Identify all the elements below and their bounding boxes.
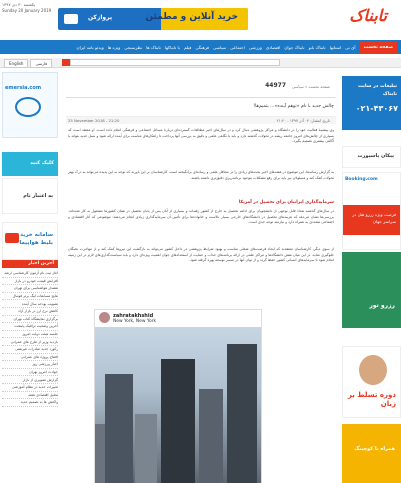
list-item[interactable]: رکورد جدید صادرات غیرنفتی: [2, 346, 58, 354]
list-item[interactable]: کاهش نرخ ارز در بازار آزاد: [2, 308, 58, 316]
site-header: [0, 0, 401, 36]
advertise-line-1: تبلیغات در سایت: [358, 84, 397, 89]
list-item[interactable]: افتتاح پروژه های عمرانی: [2, 354, 58, 362]
ticket-logo-icon: [5, 233, 19, 243]
article-paragraph: وی پیشینهٔ فعالیت خود را در دانشگاه و مراکز پژوهشی دنبال کرد و در سال‌های اخیر مطالعات گسترده‌ای دربارهٔ مسائل اجتماعی و فرهنگی انجام داده است. او معتقد است که بسیاری از چالش‌های امروز جامعه ریشه در تحولات گذشته دارد و باید با نگاهی علمی و دقیق به بررسی آنها پرداخت تا راهکارهای مناسب برای آینده ارائه شود و نسل جدید بتواند با آگاهی بیشتری تصمیم بگیرد.: [68, 128, 334, 144]
tour-ad[interactable]: [342, 252, 401, 328]
breadcrumb[interactable]: صفحه نخست » سیاسی: [291, 84, 330, 89]
news-id: 44977: [265, 82, 286, 89]
advertise-line-2: تابناک: [382, 92, 397, 97]
date-english: Sunday 20 January 2019: [2, 8, 52, 13]
article-subheading: سرمایه‌گذاری ایرانیان برای تحصیل در آمریکا: [238, 200, 334, 205]
ad-domain: emersia.com: [5, 85, 42, 91]
nav-item[interactable]: فرهنگی: [195, 44, 210, 50]
nav-item[interactable]: ویدئو نامه ایران: [76, 44, 104, 50]
building: [105, 374, 133, 483]
banner-main-text: خرید آنلاین و مطمئن: [145, 12, 238, 22]
list-item[interactable]: بازدید وزیر از طرح های عمرانی: [2, 338, 58, 346]
booking-logo: Booking.com: [345, 177, 378, 182]
article-paragraph: به گزارش رسانه‌ها، این موضوع در هفته‌های اخیر بحث‌های زیادی را در محافل علمی و رسانه‌ای برانگیخته است. کارشناسان بر این باورند که توجه به این پدیده می‌تواند به درک بهتر تحولات کمک کند و مسئولان نیز باید برای رفع مشکلات موجود برنامه‌ریزی دقیق‌تری داشته باشند.: [68, 170, 334, 180]
list-item[interactable]: جلسه هیئت دولت امروز: [2, 331, 58, 339]
booking-red-panel: [343, 205, 400, 235]
ad-text: [19, 231, 53, 247]
article-paragraph: در سال‌های گذشته تعداد قابل توجهی از دانشجویان برای ادامه تحصیل به خارج از کشور رفته‌اند و بسیاری از آنان پس از پایان تحصیل در همان کشورها مشغول به کار شده‌اند. بررسی‌ها نشان می‌دهد که هزینه‌های تحصیل در دانشگاه‌های خارجی بسیار بالاست و خانواده‌ها برای تأمین آن سرمایه‌گذاری زیادی انجام می‌دهند؛ موضوعی که آثار اقتصادی و اجتماعی متعددی به همراه دارد و نیازمند توجه جدی است.: [68, 209, 334, 225]
ad-text: پیکان پاسپورت: [357, 153, 394, 159]
list-item[interactable]: اخبار ورزشی روز: [2, 361, 58, 369]
booking-ad[interactable]: [342, 172, 401, 250]
logo-text: تابناک: [349, 6, 387, 25]
top-banner-ad[interactable]: [58, 8, 248, 30]
sub-bar: [0, 58, 401, 68]
list-item[interactable]: تصویب بودجه سال آینده: [2, 300, 58, 308]
right-sidebar: [342, 72, 401, 483]
ad-line-1: سامانه خرید: [20, 232, 53, 238]
article-meta: [66, 116, 336, 124]
ad-text: دوره تسلط بر زبان: [347, 391, 396, 408]
banner-badge-icon: [64, 14, 78, 24]
nav-item[interactable]: آی تی: [345, 44, 356, 50]
building: [199, 389, 223, 483]
flight-ticket-ad[interactable]: [2, 222, 58, 260]
list-item[interactable]: تغییرات جدید در نظام آموزشی: [2, 384, 58, 392]
embed-header: [95, 310, 261, 326]
building: [161, 359, 195, 483]
latest-news-header: [2, 260, 58, 268]
article-paragraph: از سوی دیگر، کارشناسان معتقدند که ایجاد فرصت‌های شغلی مناسب و بهبود شرایط پژوهشی در داخل کشور می‌تواند به بازگشت این نیروها کمک کند و از مهاجرت نخبگان جلوگیری نماید. در این میان نقش دانشگاه‌ها و مراکز علمی در ارائه برنامه‌های جذاب و حمایت از استعدادهای جوان اهمیت ویژه‌ای دارد و باید سیاست‌گذاری‌های لازم در این زمینه انجام شود تا سرمایه‌های انسانی کشور حفظ گردد و از توان آنها در مسیر توسعه بهره گرفته شود.: [68, 247, 334, 263]
nav-item[interactable]: استانها: [329, 44, 342, 50]
nav-item[interactable]: ورزشی: [248, 44, 262, 50]
advertise-box[interactable]: [342, 76, 401, 130]
peykan-ad[interactable]: [342, 146, 401, 168]
city-photo: [95, 327, 261, 483]
coaching-ad[interactable]: [342, 424, 401, 483]
date-block: [2, 2, 62, 14]
article-main: [64, 72, 338, 483]
list-item[interactable]: واکنش ها به تصمیم جدید: [2, 399, 58, 407]
search-input[interactable]: [70, 59, 280, 66]
avatar[interactable]: [99, 312, 110, 323]
embed-location[interactable]: New York, New York: [113, 319, 156, 324]
publish-date-en: 25 November 2018 - 21:20: [68, 118, 120, 123]
nav-item[interactable]: تابناک بانو: [308, 44, 326, 50]
lang-english[interactable]: English: [4, 59, 28, 68]
building: [135, 414, 157, 483]
latest-news-list: [2, 270, 58, 407]
list-item[interactable]: نتایج مسابقات لیگ برتر فوتبال: [2, 293, 58, 301]
date-persian: یکشنبه ۳۰ دی ۱۳۹۷: [2, 2, 36, 7]
instagram-embed[interactable]: [94, 309, 262, 483]
nav-item[interactable]: سیاسی: [213, 44, 227, 50]
ad-text: فرصت ویژه رزرو هتل در سراسر جهان: [352, 212, 396, 224]
nav-home[interactable]: صفحه نخست: [360, 41, 397, 54]
left-sidebar: [0, 72, 60, 483]
ad-text: کلیک کنید: [30, 160, 54, 166]
ad-line-2: بلیط هواپیما: [19, 240, 53, 246]
language-course-ad[interactable]: [342, 346, 401, 418]
list-item[interactable]: افزایش قیمت خودرو در بازار: [2, 278, 58, 286]
instructor-photo: [359, 355, 387, 385]
section-title: آخرین اخبار: [28, 261, 54, 266]
list-item[interactable]: آخرین وضعیت ترافیک پایتخت: [2, 323, 58, 331]
nav-item[interactable]: با تابناکها: [164, 44, 180, 50]
search-button[interactable]: [62, 59, 70, 66]
ad-text: همراه با کوچینگ: [354, 446, 395, 452]
list-item[interactable]: آغاز ثبت نام آزمون کارشناسی ارشد: [2, 270, 58, 278]
article-header: [66, 80, 336, 98]
banner-brand: پروازکن: [88, 14, 113, 21]
nav-item[interactable]: اجتماعی: [230, 44, 245, 50]
nav-item[interactable]: ویژه ها: [107, 44, 121, 50]
site-logo[interactable]: [337, 4, 393, 32]
ad-text: رزرو تور: [369, 302, 395, 309]
plane-icon: [15, 97, 41, 117]
main-nav: [0, 40, 401, 54]
ad-text: به اعتبار نام: [23, 193, 53, 199]
nav-item[interactable]: تابناک ها: [146, 44, 161, 50]
embed-username[interactable]: zahratakhshid: [113, 313, 154, 319]
language-switch: [4, 59, 52, 68]
nav-item[interactable]: فیلم: [183, 44, 192, 50]
nav-item[interactable]: نظرسنجی: [124, 44, 143, 50]
publish-date-fa: تاریخ انتشار: ۰۴ آذر ۱۳۹۷ - ۲۱:۲۰: [276, 118, 330, 123]
list-item[interactable]: هشدار هواشناسی برای تهران: [2, 285, 58, 293]
list-item[interactable]: تحلیل اقتصادی هفته: [2, 392, 58, 400]
nav-item[interactable]: اقتصادی: [265, 44, 281, 50]
credit-ad[interactable]: [2, 178, 58, 214]
article-title: چالش جدید با نام «توهم آینده»... یتمیم‌ها!: [253, 104, 334, 109]
building: [227, 344, 257, 483]
click-ad[interactable]: [2, 152, 58, 176]
advertise-phone: ۰۲۱-۴۳۰۶۷: [355, 104, 398, 113]
lang-persian[interactable]: فارسی: [30, 59, 52, 68]
emersia-ad[interactable]: [2, 72, 58, 138]
list-item[interactable]: برگزاری نمایشگاه کتاب تهران: [2, 316, 58, 324]
list-item[interactable]: گزارش تصویری از بازار: [2, 376, 58, 384]
list-item[interactable]: حوادث امروز تهران: [2, 369, 58, 377]
nav-item[interactable]: تابناک جوان: [284, 44, 305, 50]
